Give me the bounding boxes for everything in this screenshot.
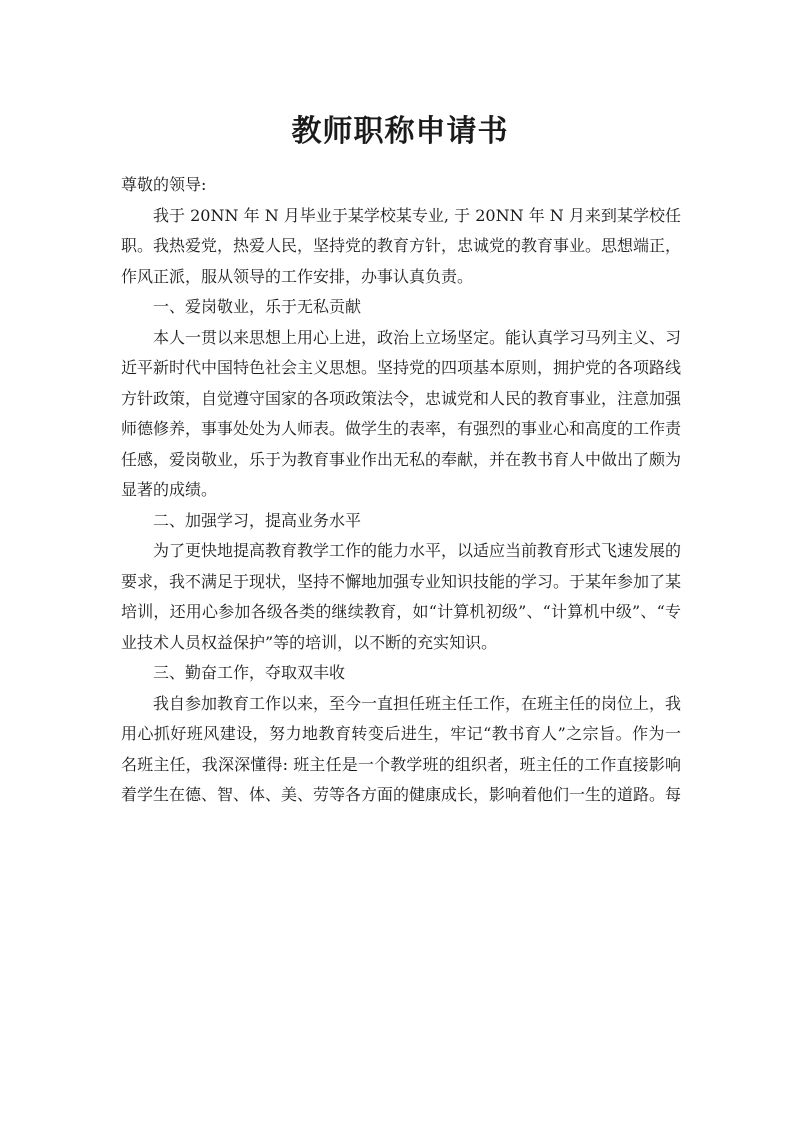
section-3-heading: 三、勤奋工作，夺取双丰收 xyxy=(153,663,346,682)
section-2-paragraph: 为了更快地提高教育教学工作的能力水平，以适应当前教育形式飞速发展的要求，我不满足于现状，坚持不懈地加强专业知识技能的学习。于某年参加了某培训，还用心参加各级各类的继续教育，如“计算机初级”、“计算机中级”、“专业技术人员权益保护”等的培训，以不断的充实知识。 xyxy=(121,541,682,652)
section-1-heading: 一、爱岗敬业，乐于无私贡献 xyxy=(153,297,362,316)
document-title: 教师职称申请书 xyxy=(291,114,509,149)
section-1-paragraph: 本人一贯以来思想上用心上进，政治上立场坚定。能认真学习马列主义、习近平新时代中国特色社会主义思想。坚持党的四项基本原则，拥护党的各项路线方针政策，自觉遵守国家的各项政策法令，忠诚党和人民的教育事业，注意加强师德修养，事事处处为人师表。做学生的表率，有强烈的事业心和高度的工作责任感，爱岗敬业，乐于为教育事业作出无私的奉献，并在教书育人中做出了颇为显著的成绩。 xyxy=(121,327,682,499)
section-3-paragraph: 我自参加教育工作以来，至今一直担任班主任工作，在班主任的岗位上，我用心抓好班风建设，努力地教育转变后进生，牢记“教书育人”之宗旨。作为一名班主任，我深深懂得: 班主任是一个教学班的组织者，班主任的工作直接影响着学生在德、智、体、美、劳等各方面的健康成长，影响着他们一生的道路。每 xyxy=(121,693,682,804)
intro-paragraph: 我于 20NN 年 N 月毕业于某学校某专业, 于 20NN 年 N 月来到某学校任职。我热爱党，热爱人民，坚持党的教育方针，忠诚党的教育事业。思想端正，作风正派，服从领导的工作安排，办事认真负责。 xyxy=(121,205,682,286)
section-2-heading: 二、加强学习，提高业务水平 xyxy=(153,510,362,530)
salutation: 尊敬的领导: xyxy=(121,175,207,194)
document-body xyxy=(121,170,681,811)
